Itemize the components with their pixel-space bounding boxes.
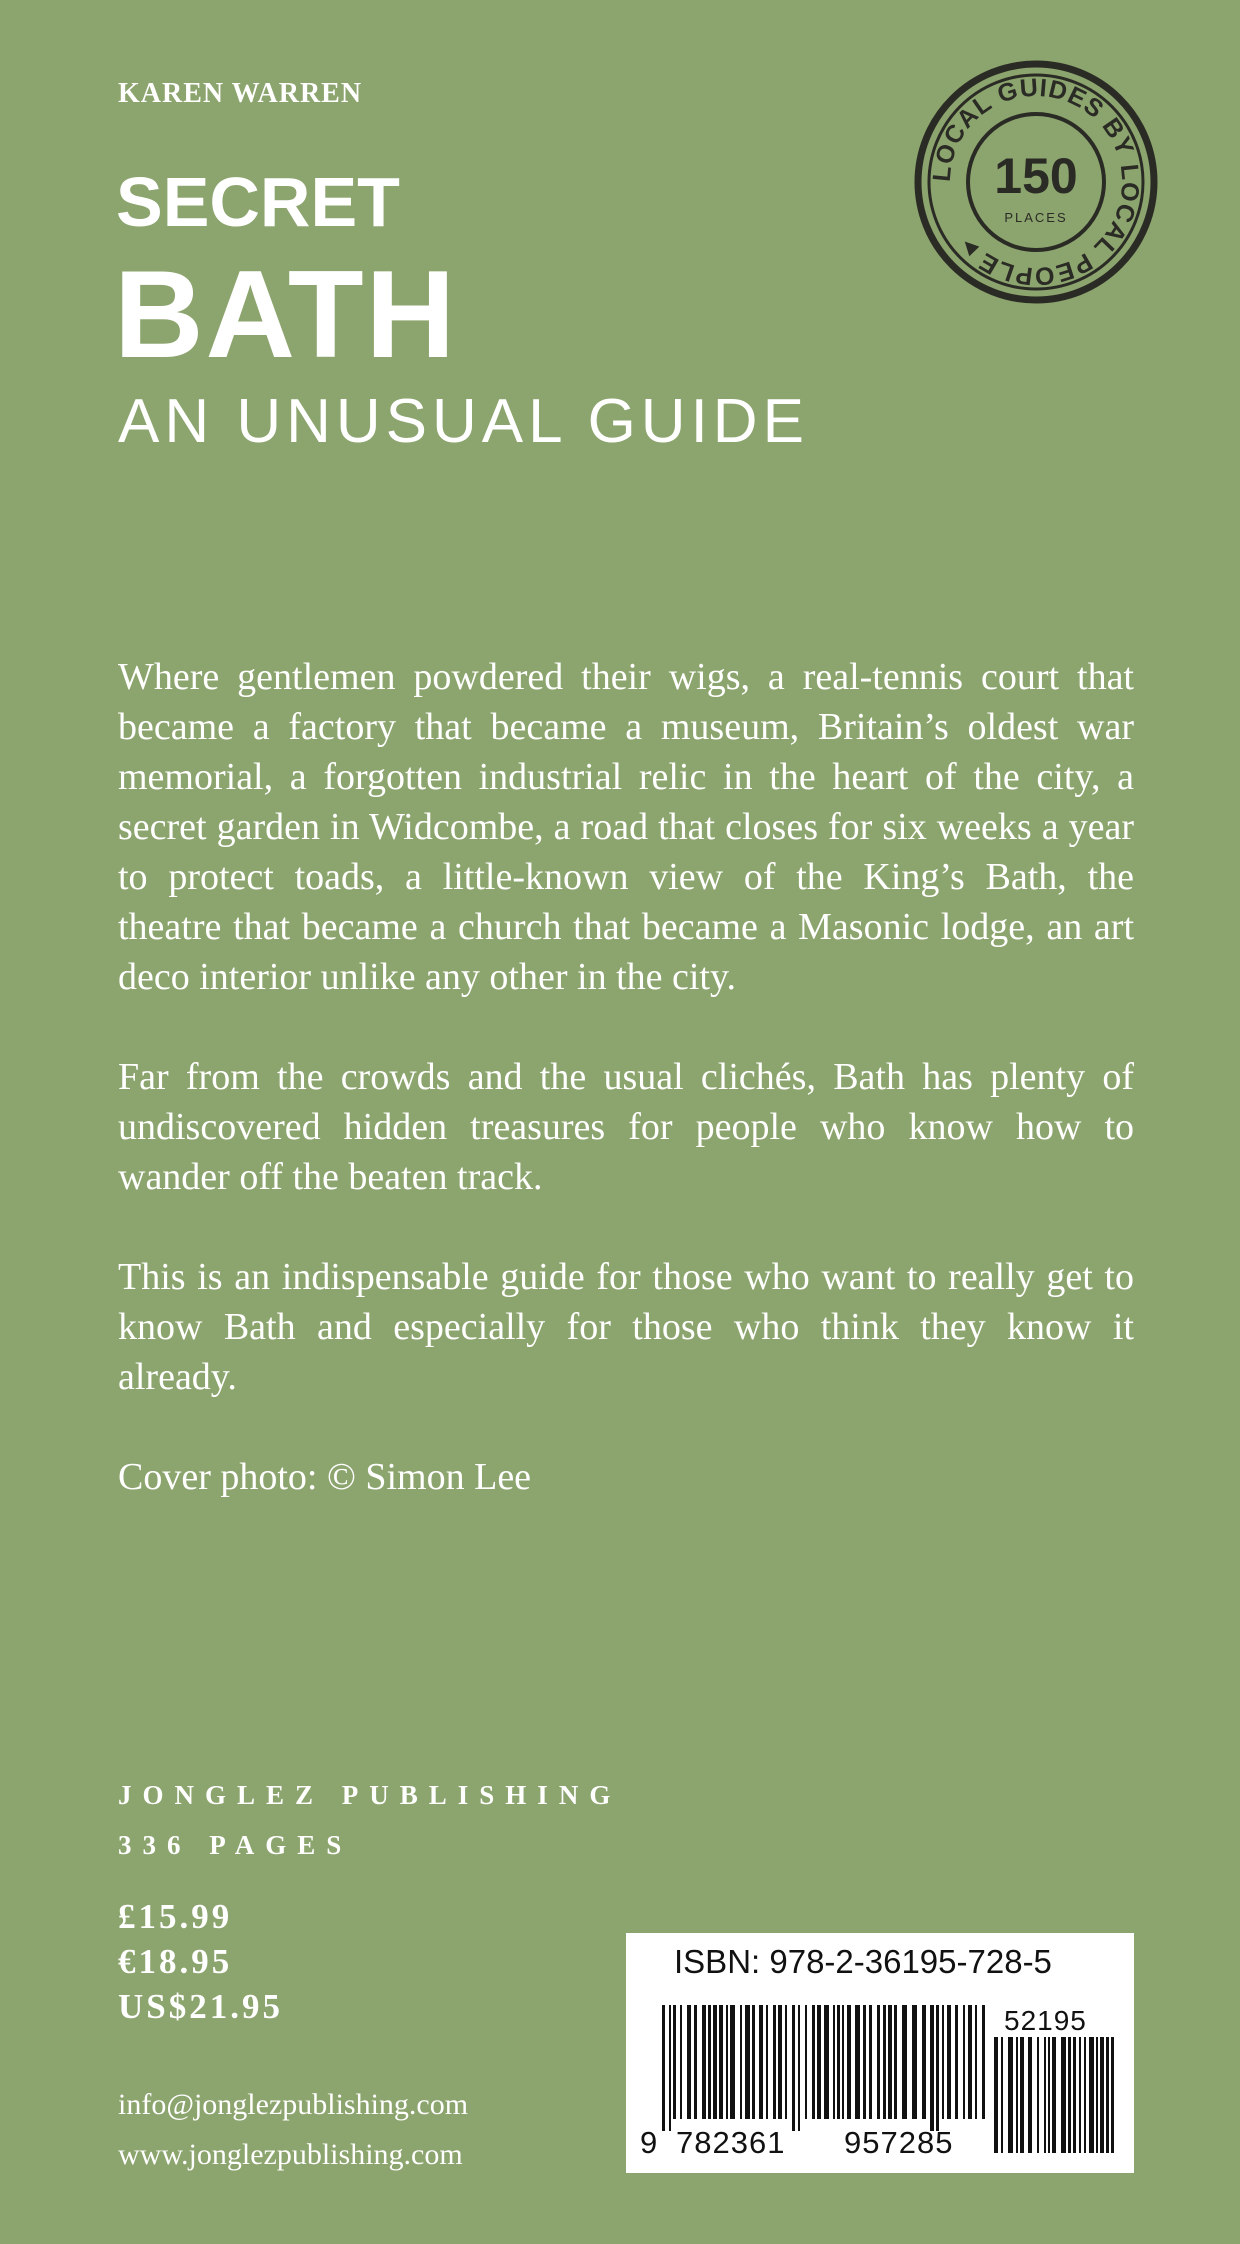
photo-credit: Cover photo: © Simon Lee [118, 1456, 532, 1498]
stamp-ring-text: LOCAL GUIDES BY LOCAL PEOPLE ▸ [927, 73, 1145, 291]
ean13-bar [877, 2005, 880, 2119]
ean13-bar [833, 2005, 835, 2119]
ean13-bar [785, 2005, 787, 2119]
ean13-bar [824, 2005, 829, 2119]
stamp-unit: PLACES [1004, 210, 1068, 225]
ean13-bar [912, 2005, 917, 2119]
supplement-bar [1061, 2037, 1066, 2153]
publisher-info [118, 1770, 621, 1870]
ean13-bar [759, 2005, 763, 2119]
ean13-bar [730, 2005, 735, 2119]
ean13-bar [752, 2005, 755, 2119]
contact-website: www.jonglezpublishing.com [118, 2138, 463, 2171]
supplement-bar [1079, 2037, 1081, 2153]
ean13-bar [812, 2005, 815, 2119]
ean13-bar [726, 2005, 728, 2119]
supplement-bar [1100, 2037, 1104, 2153]
supplement-bar [1084, 2037, 1086, 2153]
title-secret: SECRET [116, 163, 400, 241]
ean13-bar [855, 2005, 860, 2119]
ean13-bar [847, 2005, 851, 2119]
ean13-bar [778, 2005, 782, 2119]
ean13-bar [930, 2005, 934, 2131]
supplement-bar [1089, 2037, 1094, 2153]
ean13-bars [662, 2005, 985, 2131]
ean13-bar [680, 2005, 682, 2119]
supplement-bar [1048, 2037, 1050, 2153]
author-name: KAREN WARREN [118, 78, 363, 109]
ean13-bar [669, 2005, 671, 2131]
ean13-bar [842, 2005, 844, 2119]
page-count: 336 PAGES [118, 1830, 353, 1860]
ean13-bar [975, 2005, 977, 2119]
ean13-bar [922, 2005, 926, 2119]
ean13-bar [805, 2005, 807, 2119]
subtitle: AN UNUSUAL GUIDE [118, 387, 809, 456]
ean13-bar [719, 2005, 723, 2119]
ean13-bar [713, 2005, 717, 2119]
ean13-bar [869, 2005, 872, 2119]
barcode-panel [626, 1933, 1134, 2173]
supplement-bar [1044, 2037, 1046, 2153]
ean13-bar [766, 2005, 768, 2119]
ean13-bar [817, 2005, 821, 2119]
ean13-bar [942, 2005, 944, 2119]
ean13-bar [888, 2005, 892, 2119]
barcode-supplement-number: 52195 [1004, 2005, 1087, 2036]
supplement-bars [994, 2037, 1114, 2153]
supplement-bar [1028, 2037, 1032, 2153]
supplement-bar [1016, 2037, 1018, 2153]
contact-info [118, 2080, 468, 2180]
price-list [118, 1894, 283, 2029]
supplement-bar [1096, 2037, 1098, 2153]
price-eur: €18.95 [118, 1942, 233, 1981]
ean13-bar [955, 2005, 958, 2119]
ean13-bar [837, 2005, 840, 2119]
ean13-bar [947, 2005, 951, 2119]
ean13-bar [773, 2005, 776, 2119]
isbn-label: ISBN: 978-2-36195-728-5 [674, 1943, 1052, 1980]
title-bath: BATH [114, 246, 458, 384]
blurb-paragraph-2: Far from the crowds and the usual clichés, Bath has plenty of undiscovered hidden treasures for people who know how to wander off the beaten track. [118, 1056, 1134, 1198]
ean13-bar [798, 2005, 800, 2131]
supplement-bar [1008, 2037, 1013, 2153]
barcode-digits-right: 957285 [844, 2125, 954, 2160]
stamp-number: 150 [994, 148, 1078, 204]
supplement-bar [994, 2037, 998, 2153]
ean13-bar [673, 2005, 676, 2119]
ean13-bar [863, 2005, 866, 2119]
price-usd: US$21.95 [118, 1987, 283, 2026]
ean13-bar [792, 2005, 795, 2131]
publisher-name: JONGLEZ PUBLISHING [118, 1780, 622, 1810]
ean13-bar [936, 2005, 939, 2131]
ean13-bar [883, 2005, 886, 2119]
ean13-bar [740, 2005, 742, 2119]
ean13-bar [702, 2005, 706, 2119]
back-cover-blurb [118, 652, 1134, 1552]
barcode-digit-first: 9 [640, 2125, 659, 2160]
ean13-bar [894, 2005, 897, 2119]
ean13-bar [963, 2005, 965, 2119]
local-guides-stamp-icon [912, 58, 1160, 306]
supplement-bar [1068, 2037, 1071, 2153]
supplement-bar [1020, 2037, 1024, 2153]
blurb-paragraph-3: This is an indispensable guide for those who want to really get to know Bath and especially for those who think they know it already. [118, 1256, 1134, 1398]
barcode-digits-left: 782361 [676, 2125, 786, 2160]
ean13-bar [687, 2005, 691, 2119]
ean13-bar [902, 2005, 907, 2119]
supplement-bar [1073, 2037, 1076, 2153]
ean13-bar [982, 2005, 985, 2119]
ean13-bar [708, 2005, 711, 2119]
blurb-paragraph-1: Where gentlemen powdered their wigs, a real-tennis court that became a factory that became a museum, Britain’s oldest war memorial, a forgotten industrial relic in the heart of the city, a secret garden in Widcombe, a road that closes for six weeks a year to protect toads, a little-known view of the King’s Bath, the theatre that became a church that became a Masonic lodge, an art deco interior unlike any other in the city. [118, 656, 1134, 998]
ean13-bar [745, 2005, 750, 2119]
supplement-bar [1111, 2037, 1114, 2153]
supplement-bar [1052, 2037, 1056, 2153]
ean13-bar [662, 2005, 665, 2131]
price-gbp: £15.99 [118, 1897, 233, 1936]
ean13-bar [694, 2005, 697, 2119]
contact-email: info@jonglezpublishing.com [118, 2088, 469, 2121]
supplement-bar [1037, 2037, 1039, 2153]
supplement-bar [1001, 2037, 1003, 2153]
ean13-bar [968, 2005, 972, 2119]
supplement-bar [1106, 2037, 1109, 2153]
